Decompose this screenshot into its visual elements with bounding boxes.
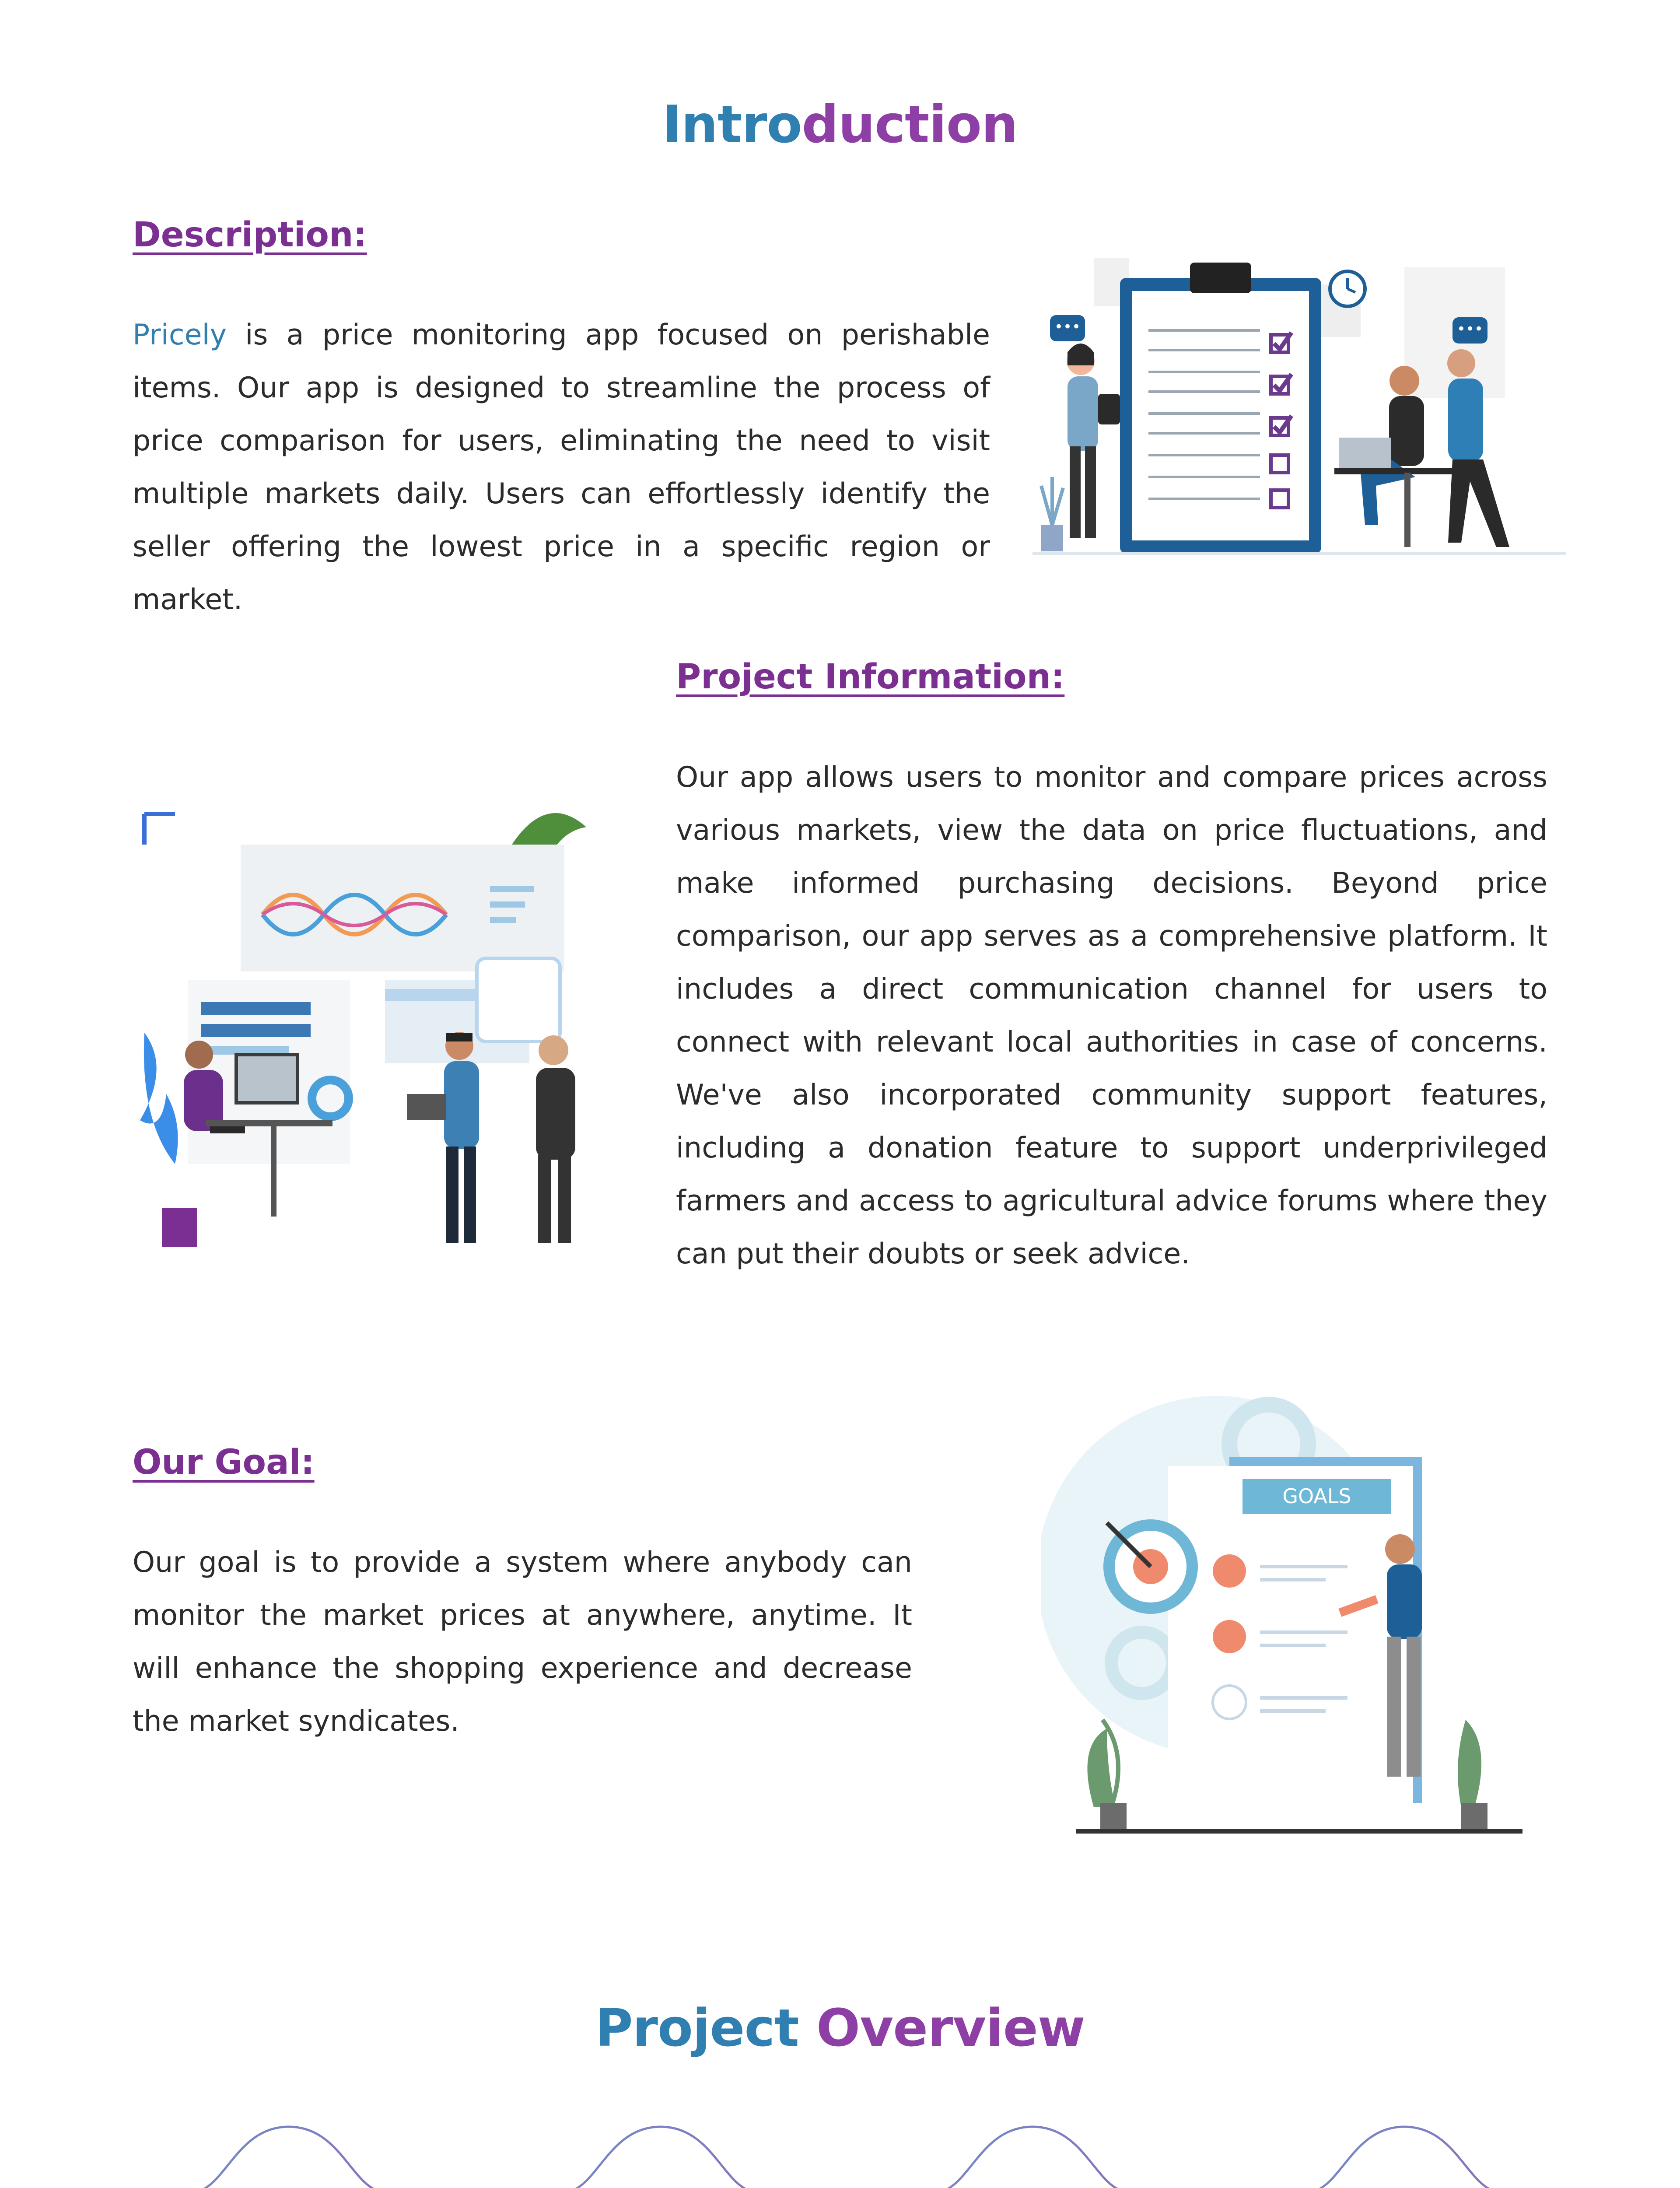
project-information-text: Our app allows users to monitor and compare prices across various markets, view the data on price fluctuations, and make informed purchasing decisions. Beyond price comparison, our app serves as a comprehensive platform. It includes a direct communication channel for users to connect with relevant local authorities in case of concerns. We've also incorporated community support features, including a donation feature to support underprivileged farmers and access to agricultural advice forums where they can put their doubts or seek advice. xyxy=(676,761,1547,1270)
introduction-title: Introduction xyxy=(662,94,1018,154)
stat-value xyxy=(875,2114,1190,2188)
svg-text:•••: ••• xyxy=(1054,318,1081,336)
stat-screens xyxy=(1247,2114,1562,2188)
project-information-heading: Project Information: xyxy=(676,657,1065,697)
our-goal-heading: Our Goal: xyxy=(133,1443,315,1482)
goals-board-label: GOALS xyxy=(1282,1484,1351,1508)
stat-components xyxy=(875,2114,1190,2188)
stat-value xyxy=(131,2114,446,2188)
svg-text:•••: ••• xyxy=(1456,320,1484,338)
brand-name: Pricely xyxy=(133,319,227,351)
project-overview-title: Project Overview xyxy=(595,1998,1085,2058)
checklist-team-illustration xyxy=(1032,245,1566,569)
stat-weeks xyxy=(131,2114,446,2188)
our-goal-text: Our goal is to provide a system where anybody can monitor the market prices at anywhere, anytime. It will enhance the shopping experience and decrease the market syndicates. xyxy=(133,1546,912,1738)
stat-interviews xyxy=(503,2114,818,2188)
stat-value xyxy=(503,2114,818,2188)
description-heading: Description: xyxy=(133,215,367,255)
stat-value xyxy=(1247,2114,1562,2188)
description-text: Pricely is a price monitoring app focused on perishable items. Our app is designed to streamline the process of price comparison for users, eliminating the need to visit multiple markets daily. Users can effortlessly identify the seller offering the lowest price in a specific region or market. xyxy=(133,319,990,616)
dashboard-team-illustration xyxy=(127,788,634,1252)
goals-board-illustration xyxy=(1041,1383,1531,1847)
